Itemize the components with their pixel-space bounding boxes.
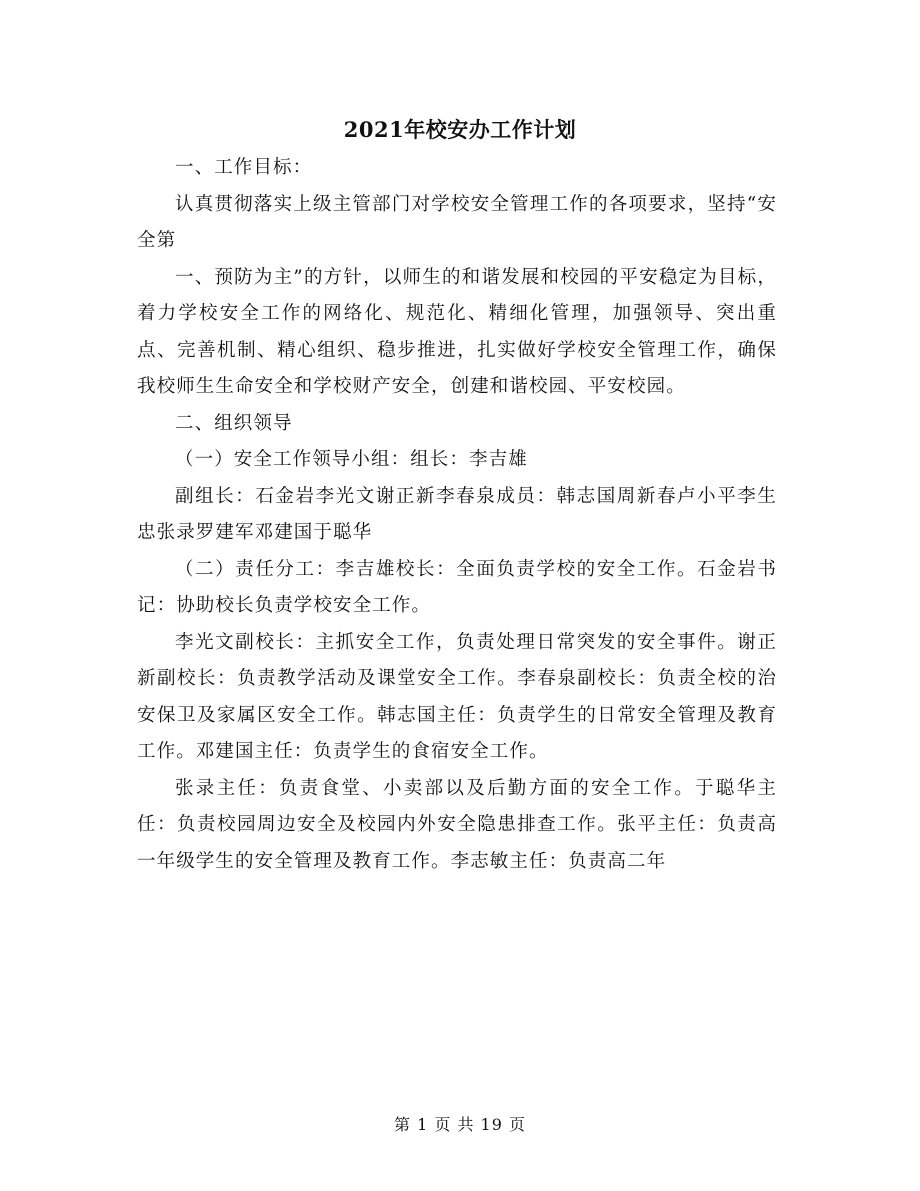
paragraph: 李光文副校长：主抓安全工作，负责处理日常突发的安全事件。谢正新副校长：负责教学活动及课堂安全工作。李春泉副校长：负责全校的治安保卫及家属区安全工作。韩志国主任：负责学生的日常安全管理及教育工作。邓建国主任：负责学生的食宿安全工作。 — [137, 631, 777, 762]
section-heading-goals: 一、工作目标： — [175, 157, 313, 178]
section-heading-organization: 二、组织领导 — [175, 412, 293, 434]
page-number-footer: 第 1 页 共 19 页 — [394, 1115, 526, 1134]
paragraph: （二）责任分工：李吉雄校长：全面负责学校的安全工作。石金岩书记：协助校长负责学校安全工作。 — [137, 558, 777, 616]
paragraph: 一、预防为主”的方针，以师生的和谐发展和校园的平安稳定为目标，着力学校安全工作的网络化、规范化、精细化管理，加强领导、突出重点、完善机制、精心组织、稳步推进，扎实做好学校安全管理工作，确保我校师生生命安全和学校财产安全，创建和谐校园、平安校园。 — [137, 266, 777, 397]
paragraph: 张录主任：负责食堂、小卖部以及后勤方面的安全工作。于聪华主任：负责校园周边安全及校园内外安全隐患排查工作。张平主任：负责高一年级学生的安全管理及教育工作。李志敏主任：负责高二年 — [137, 777, 777, 872]
document-body — [137, 150, 777, 880]
paragraph: 认真贯彻落实上级主管部门对学校安全管理工作的各项要求，坚持“安全第 — [137, 193, 777, 251]
paragraph: （一）安全工作领导小组：组长：李吉雄 — [175, 449, 528, 470]
paragraph: 副组长：石金岩李光文谢正新李春泉成员：韩志国周新春卢小平李生忠张录罗建军邓建国于聪华 — [137, 485, 777, 543]
document-title: 2021年校安办工作计划 — [343, 117, 577, 142]
